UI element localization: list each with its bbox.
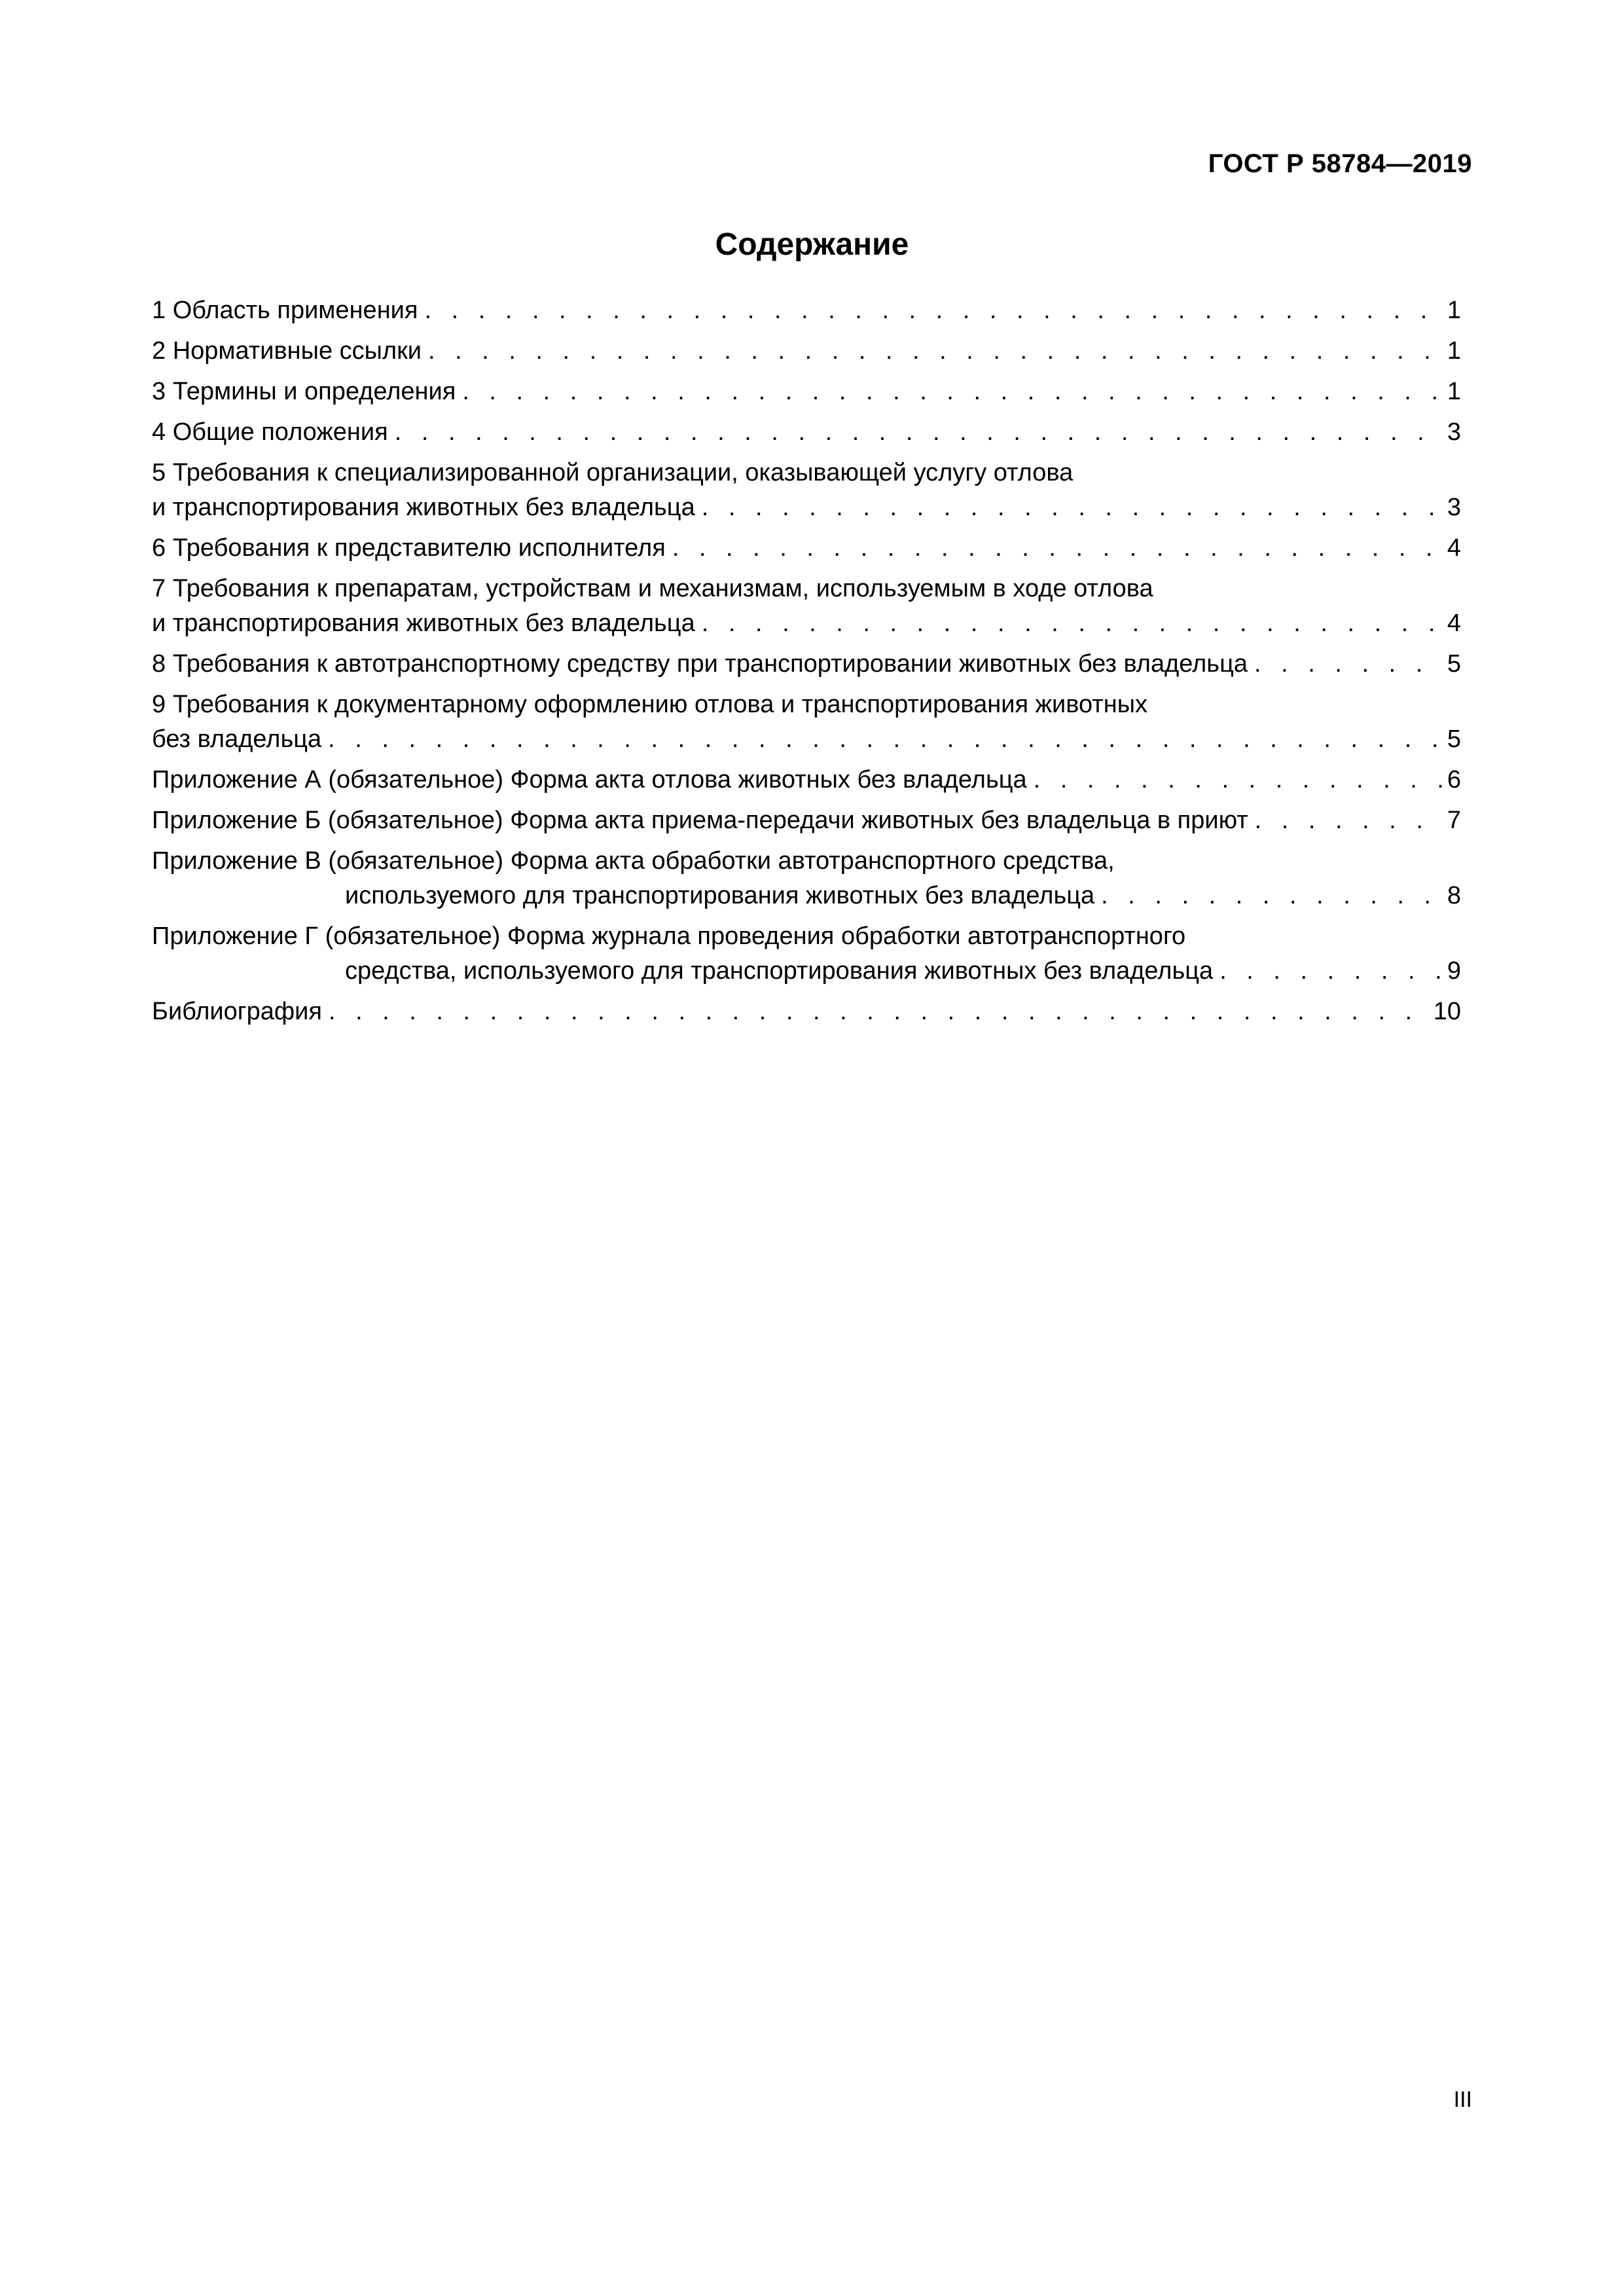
toc-entry-label: Приложение Г (обязательное) Форма журнала проведения обработки автотранспортного — [152, 922, 1186, 950]
toc-entry-page: 5 — [1447, 725, 1461, 753]
toc-entry-scope[interactable] — [152, 293, 1461, 328]
toc-entry-organization-requirements[interactable] — [152, 456, 1461, 525]
toc-entry-label: Приложение Б (обязательное) Форма акта приема-передачи животных без владельца в приют — [152, 807, 1248, 834]
toc-entry-page: 4 — [1447, 610, 1461, 637]
toc-entry-page: 6 — [1447, 766, 1461, 793]
leader-dots — [1219, 954, 1445, 989]
toc-entry-label: 4 Общие положения — [152, 418, 388, 446]
toc-entry-label-continued: и транспортирования животных без владельца — [152, 610, 695, 637]
leader-dots — [1101, 879, 1445, 913]
toc-entry-vehicle-requirements[interactable] — [152, 647, 1461, 682]
toc-entry-normative-references[interactable] — [152, 334, 1461, 369]
leader-dots — [1255, 803, 1445, 838]
toc-entry-label-continued: используемого для транспортирования животных без владельца — [345, 882, 1095, 909]
toc-entry-label: 7 Требования к препаратам, устройствам и механизмам, используемым в ходе отлова — [152, 575, 1153, 602]
toc-entry-terms[interactable] — [152, 374, 1461, 409]
leader-dots — [462, 374, 1445, 409]
leader-dots — [1034, 763, 1445, 797]
leader-dots — [672, 531, 1445, 566]
table-of-contents — [152, 293, 1461, 1035]
toc-entry-page: 10 — [1433, 998, 1461, 1025]
leader-dots — [1254, 647, 1445, 682]
toc-entry-page: 9 — [1447, 957, 1461, 985]
toc-entry-label-continued: и транспортирования животных без владельца — [152, 494, 695, 521]
toc-entry-appendix-b[interactable] — [152, 803, 1461, 838]
leader-dots — [395, 415, 1445, 450]
toc-entry-appendix-v[interactable] — [152, 844, 1461, 913]
page-number: III — [1453, 2087, 1472, 2112]
toc-entry-appendix-a[interactable] — [152, 763, 1461, 797]
toc-entry-label: 6 Требования к представителю исполнителя — [152, 534, 666, 562]
toc-entry-equipment-requirements[interactable] — [152, 572, 1461, 641]
standard-code: ГОСТ Р 58784—2019 — [1208, 149, 1472, 178]
toc-entry-page: 3 — [1447, 418, 1461, 446]
toc-entry-label: 8 Требования к автотранспортному средству при транспортировании животных без владельца — [152, 650, 1248, 678]
toc-entry-page: 4 — [1447, 534, 1461, 562]
toc-entry-label: Приложение В (обязательное) Форма акта обработки автотранспортного средства, — [152, 847, 1115, 875]
toc-title: Содержание — [715, 227, 909, 262]
toc-entry-label: Библиография — [152, 998, 322, 1025]
toc-entry-label: Приложение А (обязательное) Форма акта отлова животных без владельца — [152, 766, 1027, 793]
toc-entry-page: 1 — [1447, 378, 1461, 405]
toc-entry-representative-requirements[interactable] — [152, 531, 1461, 566]
toc-entry-label: 9 Требования к документарному оформлению отлова и транспортирования животных — [152, 691, 1148, 718]
toc-entry-page: 8 — [1447, 882, 1461, 909]
toc-entry-documentation-requirements[interactable] — [152, 687, 1461, 757]
leader-dots — [329, 994, 1431, 1029]
toc-entry-page: 5 — [1447, 650, 1461, 678]
toc-entry-page: 3 — [1447, 494, 1461, 521]
toc-entry-label: 2 Нормативные ссылки — [152, 337, 422, 365]
leader-dots — [702, 490, 1445, 525]
leader-dots — [424, 293, 1444, 328]
toc-entry-bibliography[interactable] — [152, 994, 1461, 1029]
toc-entry-general[interactable] — [152, 415, 1461, 450]
toc-entry-appendix-g[interactable] — [152, 919, 1461, 989]
leader-dots — [428, 334, 1445, 369]
toc-entry-label: 3 Термины и определения — [152, 378, 456, 405]
toc-entry-page: 7 — [1447, 807, 1461, 834]
leader-dots — [702, 606, 1445, 641]
toc-entry-label-continued: средства, используемого для транспортирования животных без владельца — [345, 957, 1214, 985]
toc-entry-label-continued: без владельца — [152, 725, 322, 753]
toc-entry-label: 1 Область применения — [152, 297, 418, 324]
toc-entry-label: 5 Требования к специализированной организации, оказывающей услугу отлова — [152, 459, 1074, 486]
toc-entry-page: 1 — [1447, 297, 1461, 324]
leader-dots — [328, 722, 1445, 757]
toc-entry-page: 1 — [1447, 337, 1461, 365]
